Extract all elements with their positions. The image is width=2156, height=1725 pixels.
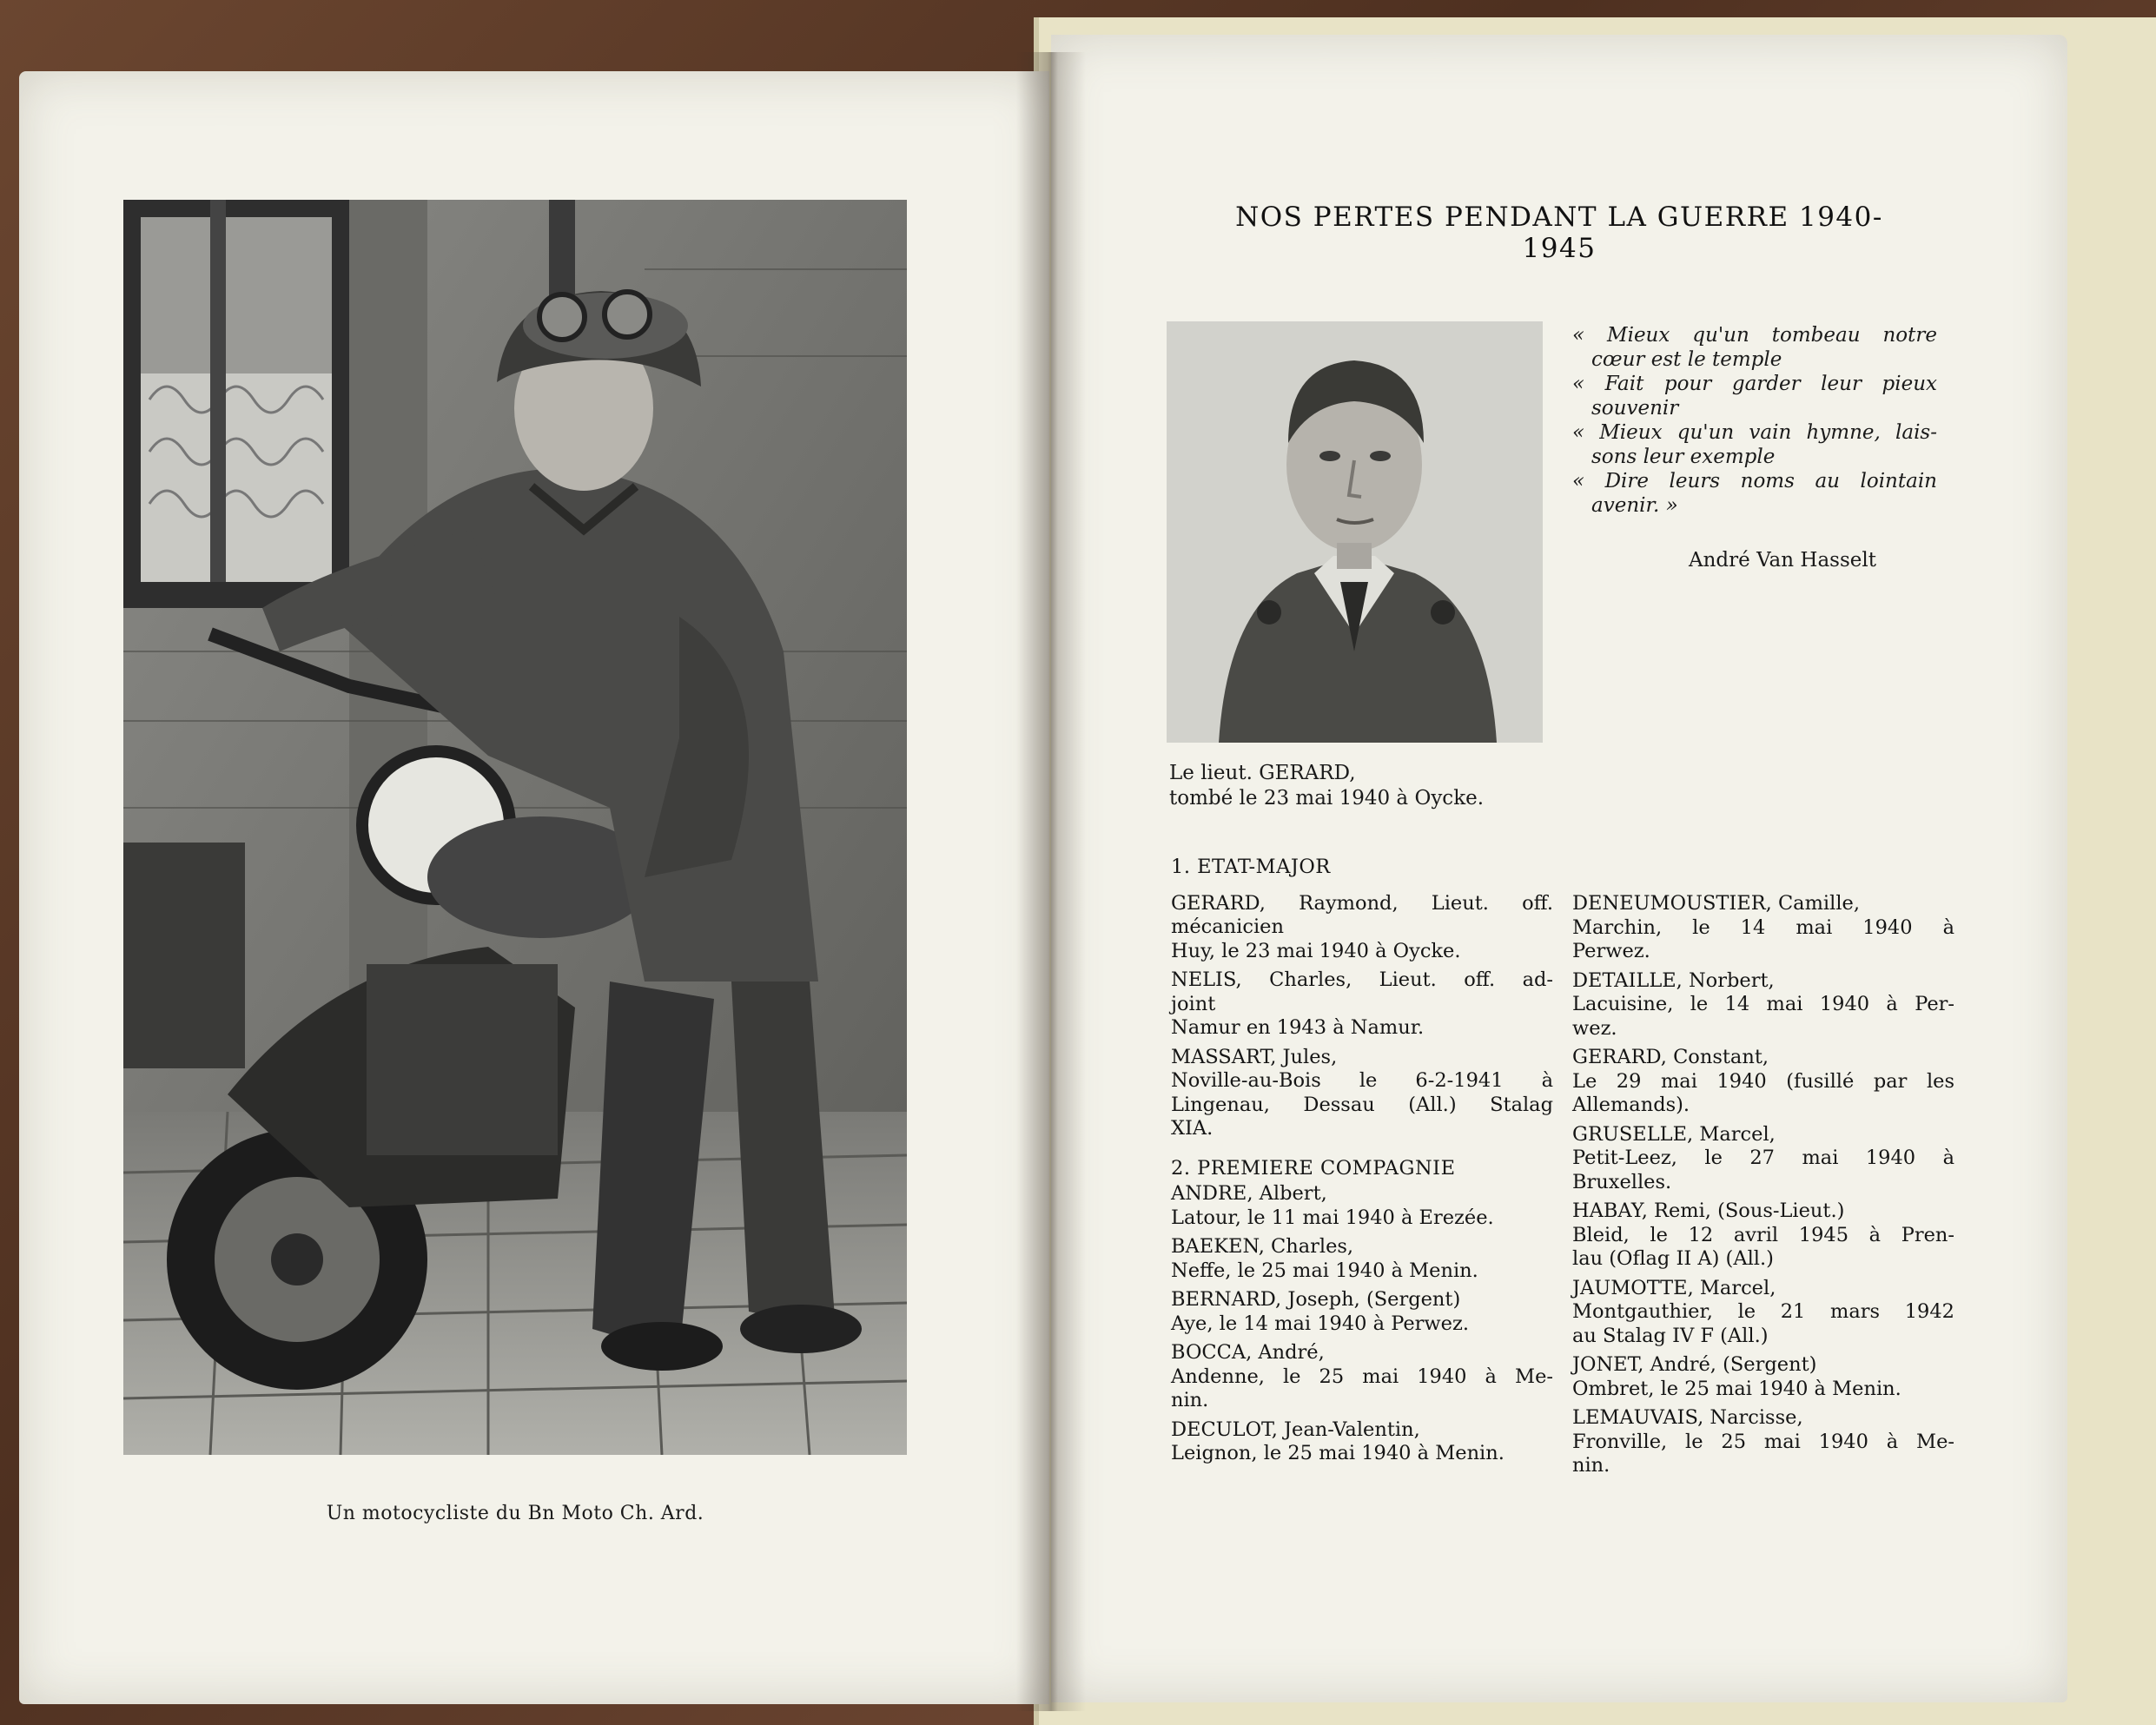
entry-line: MASSART, Jules, xyxy=(1171,1045,1338,1068)
entry-line: Allemands). xyxy=(1572,1094,1690,1116)
entry-line: Marchin, le 14 mai 1940 à xyxy=(1572,915,1954,939)
casualty-entry xyxy=(1171,1341,1553,1413)
entry-line: lau (Oflag II A) (All.) xyxy=(1572,1247,1774,1270)
entry-line: Ombret, le 25 mai 1940 à Menin. xyxy=(1572,1377,1901,1400)
casualty-entry xyxy=(1171,1288,1553,1336)
casualty-entry xyxy=(1572,892,1954,964)
page-title: NOS PERTES PENDANT LA GUERRE 1940-1945 xyxy=(1235,202,1883,264)
poem-line: « Mieux qu'un tombeau notre xyxy=(1572,324,1937,347)
casualty-entry xyxy=(1572,1123,1954,1195)
entry-line: Le 29 mai 1940 (fusillé par les xyxy=(1572,1069,1954,1093)
entry-line: XIA. xyxy=(1171,1117,1214,1140)
entry-line: GERARD, Raymond, Lieut. off. xyxy=(1171,891,1553,915)
entry-line: Bruxelles. xyxy=(1572,1170,1672,1193)
entry-line: Lacuisine, le 14 mai 1940 à Per- xyxy=(1572,993,1954,1015)
casualty-list-right-column xyxy=(1572,892,1954,1484)
entry-line: nin. xyxy=(1572,1454,1610,1477)
entry-line: Neffe, le 25 mai 1940 à Menin. xyxy=(1171,1259,1478,1282)
casualty-entry xyxy=(1572,1277,1954,1349)
poem-line: « Mieux qu'un vain hymne, lais- xyxy=(1572,421,1937,444)
poem-line: sons leur exemple xyxy=(1591,446,1776,468)
casualty-entry xyxy=(1572,1046,1954,1118)
entry-line: Noville-au-Bois le 6-2-1941 à xyxy=(1171,1069,1553,1092)
entry-line: BAEKEN, Charles, xyxy=(1171,1235,1354,1258)
poem-line: avenir. » xyxy=(1591,494,1678,517)
motorcyclist-photo xyxy=(123,200,907,1455)
portrait-illustration xyxy=(1167,321,1543,743)
portrait-caption-line: tombé le 23 mai 1940 à Oycke. xyxy=(1169,787,1485,810)
entry-line: NELIS, Charles, Lieut. off. ad- xyxy=(1171,968,1553,991)
entry-line: LEMAUVAIS, Narcisse, xyxy=(1572,1406,1803,1429)
portrait-caption-line: Le lieut. GERARD, xyxy=(1169,762,1356,784)
poem-author: André Van Hasselt xyxy=(1689,549,1876,572)
casualty-list-left-column xyxy=(1171,856,1553,1471)
section-title-etat-major: 1. ETAT-MAJOR xyxy=(1171,856,1331,878)
poem-line: cœur est le temple xyxy=(1591,348,1782,371)
casualty-entry xyxy=(1572,1406,1954,1478)
entry-line: Montgauthier, le 21 mars 1942 xyxy=(1572,1300,1954,1323)
entry-line: ANDRE, Albert, xyxy=(1171,1182,1327,1205)
poem-line: souvenir xyxy=(1591,397,1679,420)
entry-line: mécanicien xyxy=(1171,915,1284,938)
casualty-entry xyxy=(1171,1235,1553,1283)
casualty-entry xyxy=(1572,969,1954,1041)
entry-line: Huy, le 23 mai 1940 à Oycke. xyxy=(1171,939,1461,962)
entry-line: au Stalag IV F (All.) xyxy=(1572,1324,1769,1347)
entry-line: Namur en 1943 à Namur. xyxy=(1171,1016,1425,1039)
entry-line: Perwez. xyxy=(1572,940,1650,962)
poem-line: « Dire leurs noms au lointain xyxy=(1572,470,1937,492)
section-title-premiere-compagnie: 2. PREMIERE COMPAGNIE xyxy=(1171,1156,1456,1180)
casualty-entry xyxy=(1171,1182,1553,1230)
casualty-entry xyxy=(1572,1200,1954,1272)
motorcyclist-photo-illustration xyxy=(123,200,907,1455)
portrait-caption xyxy=(1169,761,1569,811)
entry-line: Fronville, le 25 mai 1940 à Me- xyxy=(1572,1430,1954,1453)
entry-line: DECULOT, Jean-Valentin, xyxy=(1171,1418,1420,1441)
poem-quote xyxy=(1572,323,1937,518)
entry-line: Lingenau, Dessau (All.) Stalag xyxy=(1171,1093,1553,1116)
lieutenant-portrait-photo xyxy=(1167,321,1543,743)
entry-line: JONET, André, (Sergent) xyxy=(1572,1353,1817,1376)
entry-line: nin. xyxy=(1171,1389,1209,1411)
casualty-entry xyxy=(1171,1046,1553,1141)
casualty-entry xyxy=(1171,1418,1553,1466)
entry-line: Andenne, le 25 mai 1940 à Me- xyxy=(1171,1365,1553,1388)
entry-line: joint xyxy=(1171,992,1216,1015)
entry-line: DENEUMOUSTIER, Camille, xyxy=(1572,892,1860,915)
book-gutter xyxy=(1016,52,1086,1711)
entry-line: BERNARD, Joseph, (Sergent) xyxy=(1171,1288,1461,1311)
entry-line: wez. xyxy=(1572,1016,1617,1040)
photo-caption: Un motocycliste du Bn Moto Ch. Ard. xyxy=(326,1503,704,1524)
entry-line: GRUSELLE, Marcel, xyxy=(1572,1122,1776,1146)
entry-line: DETAILLE, Norbert, xyxy=(1572,968,1775,992)
entry-line: Petit-Leez, le 27 mai 1940 à xyxy=(1572,1147,1954,1169)
entry-line: GERARD, Constant, xyxy=(1572,1046,1769,1068)
entry-line: Aye, le 14 mai 1940 à Perwez. xyxy=(1171,1312,1469,1335)
entry-line: HABAY, Remi, (Sous-Lieut.) xyxy=(1572,1200,1845,1222)
entry-line: Bleid, le 12 avril 1945 à Pren- xyxy=(1572,1223,1954,1246)
entry-line: Leignon, le 25 mai 1940 à Menin. xyxy=(1171,1442,1505,1464)
entry-line: Latour, le 11 mai 1940 à Erezée. xyxy=(1171,1206,1494,1229)
poem-line: « Fait pour garder leur pieux xyxy=(1572,373,1937,395)
entry-line: BOCCA, André, xyxy=(1171,1341,1325,1364)
entry-line: JAUMOTTE, Marcel, xyxy=(1572,1276,1776,1299)
casualty-entry xyxy=(1572,1353,1954,1401)
casualty-entry xyxy=(1171,968,1553,1041)
casualty-entry xyxy=(1171,892,1553,964)
